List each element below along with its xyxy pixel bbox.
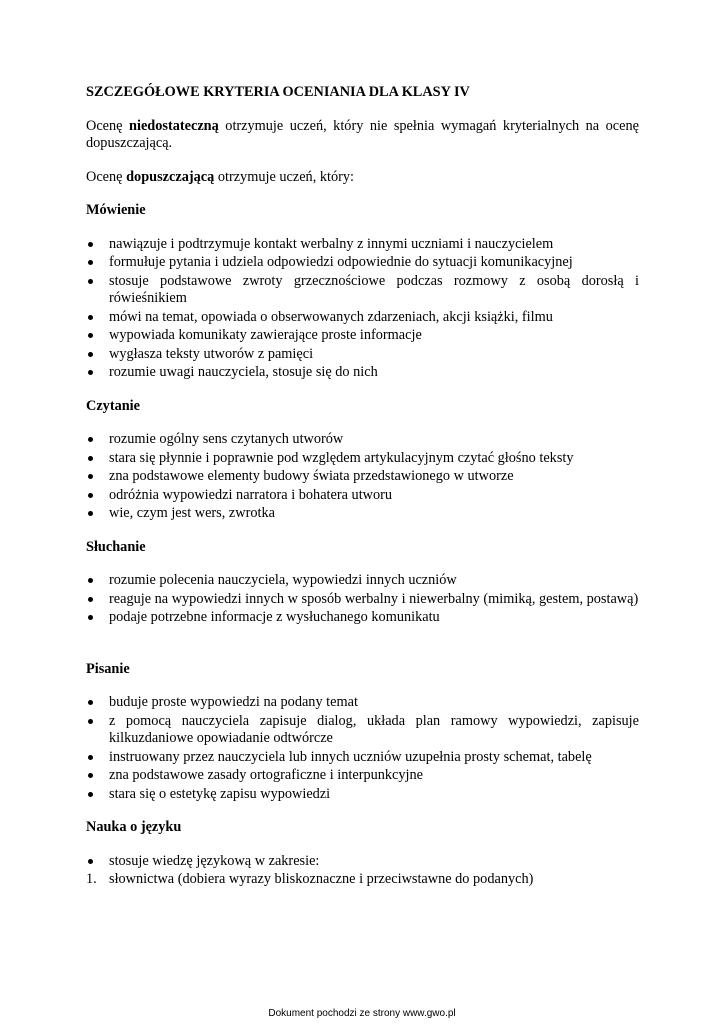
list-item-text: zna podstawowe zasady ortograficzne i interpunkcyjne xyxy=(109,767,424,783)
list-item-text: wygłasza teksty utworów z pamięci xyxy=(109,345,314,362)
list-pisanie xyxy=(86,694,639,803)
numbered-item-text: słownictwa (dobiera wyrazy bliskoznaczne i przeciwstawne do podanych) xyxy=(109,871,534,887)
list-item-text: zna podstawowe elementy budowy świata przedstawionego w utworze xyxy=(109,468,514,484)
section-heading-nauka-o-jezyku: Nauka o języku xyxy=(86,819,182,835)
list-item xyxy=(86,749,639,767)
numbered-item xyxy=(86,871,639,889)
list-nauka-o-jezyku xyxy=(86,853,639,871)
list-item xyxy=(86,505,639,523)
intro-sufficient xyxy=(86,169,639,187)
list-item xyxy=(86,364,639,382)
list-sluchanie xyxy=(86,572,639,627)
list-item-text: rozumie uwagi nauczyciela, stosuje się do nich xyxy=(109,364,378,380)
list-item xyxy=(86,346,639,364)
list-item xyxy=(86,572,639,590)
list-item-text: nawiązuje i podtrzymuje kontakt werbalny z innymi uczniami i nauczycielem xyxy=(109,235,554,252)
list-item xyxy=(86,487,639,505)
list-item-text: wie, czym jest wers, zwrotka xyxy=(109,505,275,521)
list-item xyxy=(86,327,639,345)
list-item xyxy=(86,767,639,785)
list-item-text: buduje proste wypowiedzi na podany temat xyxy=(109,694,358,710)
list-item-text: odróżnia wypowiedzi narratora i bohatera utworu xyxy=(109,486,393,503)
list-item xyxy=(86,236,639,254)
section-heading-sluchanie: Słuchanie xyxy=(86,538,146,555)
list-item xyxy=(86,468,639,486)
intro-sufficient-grade: dopuszczającą xyxy=(126,168,215,185)
list-item-text: mówi na temat, opowiada o obserwowanych zdarzeniach, akcji książki, filmu xyxy=(109,308,553,325)
document-title: SZCZEGÓŁOWE KRYTERIA OCENIANIA DLA KLASY IV xyxy=(86,84,470,100)
list-item-text: rozumie ogólny sens czytanych utworów xyxy=(109,431,344,447)
intro-insufficient xyxy=(86,118,639,153)
intro-insufficient-grade: niedostateczną xyxy=(129,117,219,134)
list-item-text: stara się o estetykę zapisu wypowiedzi xyxy=(109,785,331,802)
list-item-text: wypowiada komunikaty zawierające proste informacje xyxy=(109,327,422,343)
list-item xyxy=(86,853,639,871)
intro-sufficient-post: otrzymuje uczeń, który: xyxy=(214,168,354,185)
document-page xyxy=(86,84,639,889)
intro-sufficient-pre: Ocenę xyxy=(86,168,127,185)
section-heading-mowienie: Mówienie xyxy=(86,202,146,218)
list-item-text: formułuje pytania i udziela odpowiedzi odpowiednie do sytuacji komunikacyjnej xyxy=(109,254,573,270)
list-item xyxy=(86,273,639,308)
page-footer: Dokument pochodzi ze strony www.gwo.pl xyxy=(268,1008,456,1019)
list-item-text: z pomocą nauczyciela zapisuje dialog, układa plan ramowy wypowiedzi, zapisuje kilkuzdaniowe opowiadanie odtwórcze xyxy=(109,712,639,746)
list-item xyxy=(86,431,639,449)
section-heading-czytanie: Czytanie xyxy=(86,397,140,414)
list-item-text: stosuje podstawowe zwroty grzecznościowe podczas rozmowy z osobą dorosłą i rówieśnikiem xyxy=(109,272,639,306)
section-heading-pisanie: Pisanie xyxy=(86,660,130,677)
list-item-text: stara się płynnie i poprawnie pod względem artykulacyjnym czytać głośno teksty xyxy=(109,449,574,466)
list-item xyxy=(86,309,639,327)
list-czytanie xyxy=(86,431,639,523)
list-item-text: instruowany przez nauczyciela lub innych uczniów uzupełnia prosty schemat, tabelę xyxy=(109,748,592,765)
list-item-text: podaje potrzebne informacje z wysłuchanego komunikatu xyxy=(109,609,440,625)
list-item-text: rozumie polecenia nauczyciela, wypowiedzi innych uczniów xyxy=(109,572,457,588)
numbered-item-number: 1. xyxy=(86,871,97,887)
list-mowienie xyxy=(86,236,639,382)
list-item xyxy=(86,450,639,468)
intro-insufficient-pre: Ocenę xyxy=(86,117,130,134)
list-item xyxy=(86,713,639,748)
intro-insufficient-post: otrzymuje uczeń, który nie spełnia wymagań kryterialnych na ocenę dopuszczającą. xyxy=(86,117,639,151)
list-item xyxy=(86,591,639,609)
list-item xyxy=(86,254,639,272)
list-item xyxy=(86,786,639,804)
list-item-text: stosuje wiedzę językową w zakresie: xyxy=(109,852,320,869)
list-item xyxy=(86,694,639,712)
list-item-text: reaguje na wypowiedzi innych w sposób werbalny i niewerbalny (mimiką, gestem, postawą) xyxy=(109,590,639,607)
list-item xyxy=(86,609,639,627)
